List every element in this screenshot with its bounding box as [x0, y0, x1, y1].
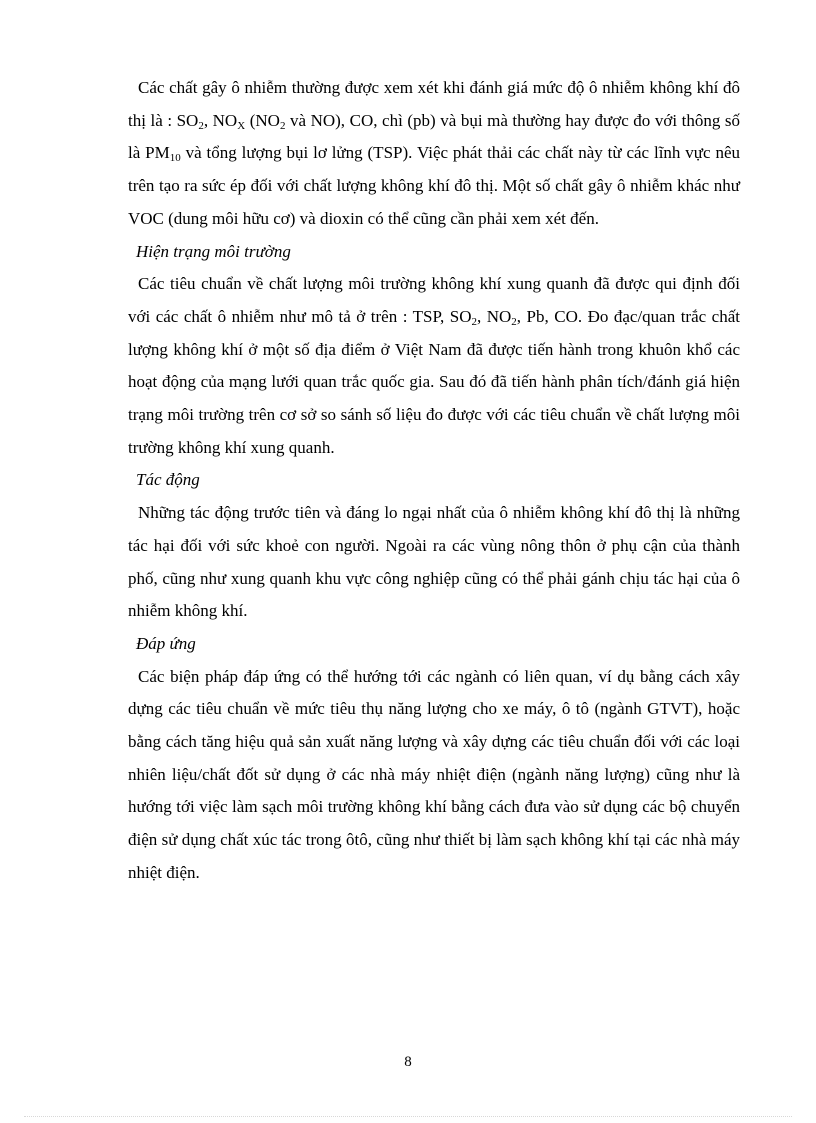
paragraph-impact: Những tác động trước tiên và đáng lo ngại nhất của ô nhiễm không khí đô thị là những tác hại đối với sức khoẻ con người. Ngoài ra các vùng nông thôn ở phụ cận của thành phố, cũng như xung quanh khu vực công nghiệp cũng có thể phải gánh chịu tác hại của ô nhiễm không khí. [128, 503, 740, 621]
paragraph-current-state-text-2: , NO [477, 306, 512, 326]
heading-response: Đáp ứng [136, 633, 196, 653]
page-bottom-divider [24, 1116, 792, 1117]
paragraph-current-state-text-1: Các tiêu chuẩn về chất lượng môi trường không khí xung quanh đã được qui định đối với các chất ô nhiễm như mô tả ở trên : TSP, SO [128, 274, 740, 326]
subscript-no2: 2 [279, 119, 286, 132]
heading-current-state: Hiện trạng môi trường [136, 241, 291, 261]
page-content [128, 72, 740, 890]
subscript-pm10: 10 [169, 152, 181, 165]
subscript-nox: X [237, 119, 246, 132]
subscript-so2: 2 [198, 119, 204, 132]
paragraph-current-state [128, 268, 740, 464]
heading-impact: Tác động [136, 470, 200, 490]
paragraph-current-state-text-3: , Pb, CO. Đo đạc/quan trắc chất lượng không khí ở một số địa điểm ở Việt Nam đã được tiến hành trong khuôn khổ các hoạt động của mạng lưới quan trắc quốc gia. Sau đó đã tiến hành phân tích/đánh giá hiện trạng môi trường trên cơ sở so sánh số liệu đo được với các tiêu chuẩn về chất lượng môi trường không khí xung quanh. [128, 306, 740, 457]
subscript-so2-2: 2 [471, 315, 477, 328]
paragraph-pollutants-text-3: (NO [245, 110, 280, 130]
paragraph-response: Các biện pháp đáp ứng có thể hướng tới các ngành có liên quan, ví dụ bằng cách xây dựng các tiêu chuẩn về mức tiêu thụ năng lượng cho xe máy, ô tô (ngành GTVT), hoặc bằng cách tăng hiệu quả sản xuất năng lượng và xây dựng các tiêu chuẩn đối với các loại nhiên liệu/chất đốt sử dụng ở các nhà máy nhiệt điện (ngành năng lượng) cũng như là hướng tới việc làm sạch môi trường không khí bằng cách đưa vào sử dụng các bộ chuyển điện sử dụng chất xúc tác trong ôtô, cũng như thiết bị làm sạch không khí tại các nhà máy nhiệt điện. [128, 666, 740, 882]
subscript-no2-2: 2 [511, 315, 517, 328]
paragraph-pollutants-text-1: Các chất gây ô nhiễm thường được xem xét khi đánh giá mức độ ô nhiễm không khí đô thị là : SO [128, 78, 740, 130]
paragraph-pollutants-text-5: và tổng lượng bụi lơ lửng (TSP). Việc phát thải các chất này từ các lĩnh vực nêu trên tạo ra sức ép đối với chất lượng không khí đô thị. Một số chất gây ô nhiễm khác như VOC (dung môi hữu cơ) và dioxin có thể cũng cần phải xem xét đến. [128, 143, 740, 228]
page-number: 8 [404, 1054, 412, 1070]
paragraph-pollutants [128, 72, 740, 236]
paragraph-pollutants-text-2: , NO [203, 110, 238, 130]
paragraph-pollutants-text-4: và NO), CO, chì (pb) và bụi mà thường hay được đo với thông số là PM [128, 110, 741, 163]
